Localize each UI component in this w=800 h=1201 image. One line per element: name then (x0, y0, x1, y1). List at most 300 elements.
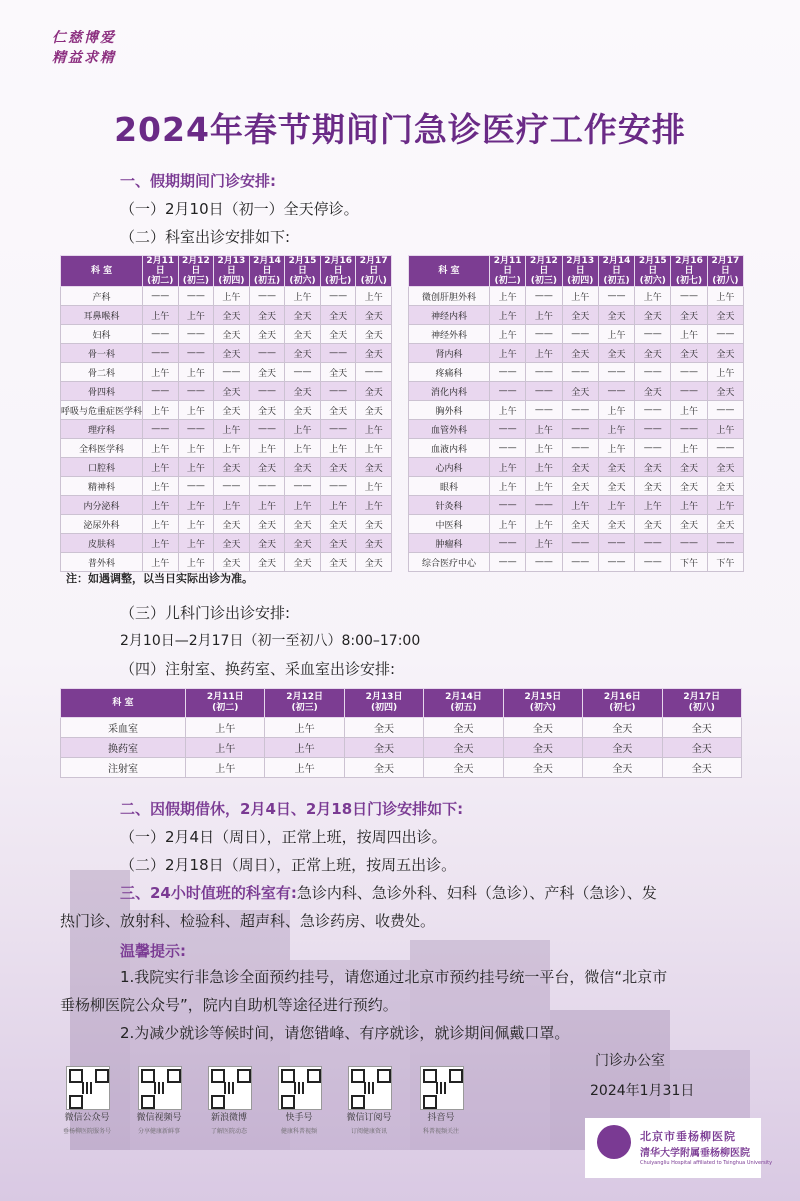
schedule-cell: 上午 (356, 287, 392, 306)
schedule-cell: 上午 (635, 496, 671, 515)
schedule-cell: 全天 (356, 325, 392, 344)
schedule-cell: 全天 (285, 458, 321, 477)
schedule-cell: 上午 (707, 363, 743, 382)
dept-name-cell: 中医科 (409, 515, 490, 534)
qr-code-icon (420, 1066, 464, 1110)
schedule-cell: 全天 (320, 553, 356, 572)
schedule-cell: 上午 (214, 439, 250, 458)
schedule-cell: 上午 (526, 477, 562, 496)
dept-header: 科 室 (61, 689, 186, 718)
schedule-cell: 全天 (356, 382, 392, 401)
schedule-cell: 全天 (214, 344, 250, 363)
dept-header: 科 室 (409, 256, 490, 287)
schedule-cell: 上午 (490, 344, 526, 363)
schedule-cell: —— (707, 401, 743, 420)
schedule-cell: 全天 (598, 458, 634, 477)
schedule-cell: —— (671, 534, 707, 553)
schedule-cell: —— (490, 382, 526, 401)
date-header: 2月17日 (初八) (662, 689, 741, 718)
schedule-cell: 上午 (562, 287, 598, 306)
schedule-cell: 上午 (671, 325, 707, 344)
schedule-cell: 上午 (143, 515, 179, 534)
schedule-cell: —— (671, 382, 707, 401)
schedule-cell: 上午 (178, 534, 214, 553)
table-row (409, 496, 744, 515)
schedule-cell: —— (178, 420, 214, 439)
section-2-item-2: （二）2月18日（周日），正常上班，按周五出诊。 (120, 856, 457, 874)
tips-heading: 温馨提示: (120, 942, 186, 960)
schedule-cell: 上午 (562, 496, 598, 515)
section-3-heading: 三、24小时值班的科室有: (120, 884, 297, 902)
motto-line-1: 仁慈博爱 (52, 30, 116, 46)
schedule-cell: 全天 (503, 718, 582, 738)
table-row (61, 553, 392, 572)
hospital-name-english: Chuiyangliu Hospital affiliated to Tsinghua University (640, 1160, 773, 1166)
tip-2: 2.为减少就诊等候时间，请您错峰、有序就诊，就诊期间佩戴口罩。 (120, 1024, 570, 1042)
schedule-cell: —— (598, 363, 634, 382)
table-row (409, 401, 744, 420)
schedule-cell: 上午 (526, 306, 562, 325)
schedule-cell: 全天 (635, 306, 671, 325)
schedule-cell: 上午 (214, 287, 250, 306)
schedule-cell: 上午 (249, 496, 285, 515)
schedule-cell: 上午 (356, 496, 392, 515)
schedule-cell: —— (143, 382, 179, 401)
dept-name-cell: 骨二科 (61, 363, 143, 382)
schedule-cell: 全天 (320, 363, 356, 382)
schedule-cell: —— (635, 401, 671, 420)
schedule-cell: 全天 (662, 758, 741, 778)
schedule-cell: 全天 (249, 325, 285, 344)
page-title: 2024年春节期间门急诊医疗工作安排 (114, 110, 686, 149)
schedule-cell: 全天 (562, 306, 598, 325)
section-2-item-1: （一）2月4日（周日），正常上班，按周四出诊。 (120, 828, 447, 846)
dept-name-cell: 产科 (61, 287, 143, 306)
schedule-cell: 上午 (265, 738, 344, 758)
schedule-cell: —— (320, 477, 356, 496)
section-1-item-4: （四）注射室、换药室、采血室出诊安排: (120, 660, 396, 678)
schedule-note: 注：如遇调整，以当日实际出诊为准。 (66, 572, 253, 585)
injection-room-table (60, 688, 742, 778)
schedule-cell: —— (562, 420, 598, 439)
schedule-cell: 全天 (320, 515, 356, 534)
schedule-cell: 上午 (526, 344, 562, 363)
date-header: 2月12日 (初三) (178, 256, 214, 287)
section-3-text-2: 热门诊、放射科、检验科、超声科、急诊药房、收费处。 (60, 912, 436, 930)
schedule-cell: —— (178, 344, 214, 363)
schedule-cell: —— (671, 420, 707, 439)
dept-name-cell: 口腔科 (61, 458, 143, 477)
schedule-cell: 全天 (344, 758, 423, 778)
schedule-cell: 全天 (214, 306, 250, 325)
schedule-cell: 上午 (178, 306, 214, 325)
schedule-cell: —— (562, 325, 598, 344)
schedule-cell: 全天 (344, 738, 423, 758)
schedule-cell: —— (598, 553, 634, 572)
schedule-cell: 全天 (562, 477, 598, 496)
table-row (61, 534, 392, 553)
qr-code-icon (66, 1066, 110, 1110)
schedule-cell: 上午 (490, 401, 526, 420)
schedule-cell: 上午 (285, 496, 321, 515)
date-header: 2月13日 (初四) (562, 256, 598, 287)
schedule-cell: —— (143, 420, 179, 439)
schedule-cell: —— (562, 553, 598, 572)
table-row (61, 718, 742, 738)
qr-sublabel: 垂杨柳医院服务号 (62, 1128, 111, 1135)
schedule-cell: 全天 (285, 325, 321, 344)
schedule-cell: 全天 (285, 553, 321, 572)
schedule-cell: 全天 (707, 515, 743, 534)
schedule-cell: —— (490, 420, 526, 439)
schedule-cell: 上午 (320, 439, 356, 458)
schedule-cell: —— (526, 287, 562, 306)
date-header: 2月16日 (初七) (583, 689, 662, 718)
schedule-cell: 全天 (671, 477, 707, 496)
schedule-cell: 上午 (186, 718, 265, 738)
schedule-cell: —— (249, 477, 285, 496)
pediatrics-hours: 2月10日—2月17日（初一至初八）8:00–17:00 (120, 633, 421, 649)
schedule-cell: —— (285, 363, 321, 382)
dept-name-cell: 理疗科 (61, 420, 143, 439)
dept-name-cell: 微创肝胆外科 (409, 287, 490, 306)
schedule-cell: 上午 (214, 496, 250, 515)
schedule-cell: 全天 (562, 515, 598, 534)
date-header: 2月14日 (初五) (424, 689, 503, 718)
schedule-cell: 上午 (143, 534, 179, 553)
schedule-cell: 全天 (598, 306, 634, 325)
schedule-cell: 全天 (635, 477, 671, 496)
schedule-cell: 全天 (707, 344, 743, 363)
schedule-cell: —— (635, 363, 671, 382)
qr-sublabel: 科普视频关注 (422, 1128, 459, 1135)
motto (52, 28, 116, 68)
schedule-cell: 全天 (214, 382, 250, 401)
schedule-cell: 上午 (249, 439, 285, 458)
schedule-cell: 上午 (707, 287, 743, 306)
schedule-cell: 上午 (598, 401, 634, 420)
schedule-cell: 全天 (320, 458, 356, 477)
schedule-cell: 上午 (671, 401, 707, 420)
schedule-cell: 上午 (635, 287, 671, 306)
table-row (409, 439, 744, 458)
schedule-cell: 上午 (598, 439, 634, 458)
schedule-cell: 下午 (707, 553, 743, 572)
issuer-office: 门诊办公室 (595, 1053, 665, 1069)
dept-name-cell: 普外科 (61, 553, 143, 572)
dept-name-cell: 肾内科 (409, 344, 490, 363)
section-3 (120, 882, 657, 903)
table-row (61, 401, 392, 420)
schedule-cell: —— (178, 382, 214, 401)
dept-name-cell: 神经内科 (409, 306, 490, 325)
dept-name-cell: 内分泌科 (61, 496, 143, 515)
schedule-cell: 全天 (320, 401, 356, 420)
dept-name-cell: 综合医疗中心 (409, 553, 490, 572)
schedule-cell: 全天 (662, 738, 741, 758)
section-3-text-1: 急诊内科、急诊外科、妇科（急诊）、产科（急诊）、发 (296, 884, 657, 902)
schedule-cell: 全天 (249, 458, 285, 477)
table-row (61, 420, 392, 439)
schedule-cell: 全天 (356, 515, 392, 534)
table-row (61, 287, 392, 306)
schedule-cell: 上午 (178, 363, 214, 382)
schedule-cell: 全天 (249, 401, 285, 420)
schedule-cell: —— (178, 325, 214, 344)
schedule-cell: —— (526, 553, 562, 572)
table-row (409, 458, 744, 477)
schedule-cell: 全天 (285, 515, 321, 534)
dept-name-cell: 注射室 (61, 758, 186, 778)
schedule-cell: 上午 (265, 758, 344, 778)
schedule-cell: —— (490, 363, 526, 382)
section-1-item-1: （一）2月10日（初一）全天停诊。 (120, 200, 359, 218)
table-row (409, 306, 744, 325)
schedule-cell: —— (526, 496, 562, 515)
schedule-cell: 全天 (503, 758, 582, 778)
dept-name-cell: 呼吸与危重症医学科 (61, 401, 143, 420)
table-row (409, 363, 744, 382)
schedule-cell: 全天 (671, 458, 707, 477)
schedule-cell: 全天 (249, 363, 285, 382)
schedule-cell: 上午 (490, 306, 526, 325)
schedule-cell: 全天 (249, 515, 285, 534)
dept-header: 科 室 (61, 256, 143, 287)
schedule-cell: 全天 (583, 718, 662, 738)
qr-label: 抖音号 (427, 1113, 455, 1123)
section-1-item-2: （二）科室出诊安排如下: (120, 228, 291, 246)
schedule-table-left (60, 255, 392, 572)
dept-name-cell: 妇科 (61, 325, 143, 344)
schedule-cell: 全天 (214, 534, 250, 553)
schedule-cell: 上午 (285, 420, 321, 439)
schedule-cell: —— (490, 496, 526, 515)
schedule-cell: 全天 (214, 458, 250, 477)
table-row (61, 363, 392, 382)
schedule-cell: 上午 (265, 718, 344, 738)
schedule-cell: —— (178, 287, 214, 306)
schedule-cell: —— (707, 534, 743, 553)
qr-sublabel: 健康科普视频 (280, 1128, 317, 1135)
schedule-cell: —— (285, 477, 321, 496)
schedule-cell: 上午 (143, 363, 179, 382)
schedule-cell: —— (671, 363, 707, 382)
schedule-cell: —— (562, 439, 598, 458)
table-row (409, 325, 744, 344)
schedule-cell: 全天 (635, 458, 671, 477)
issue-date: 2024年1月31日 (590, 1083, 695, 1099)
schedule-cell: —— (526, 401, 562, 420)
motto-line-2: 精益求精 (52, 50, 116, 66)
schedule-cell: 全天 (598, 515, 634, 534)
schedule-cell: 全天 (285, 344, 321, 363)
schedule-cell: 上午 (490, 458, 526, 477)
schedule-cell: 上午 (671, 496, 707, 515)
schedule-cell: 全天 (424, 758, 503, 778)
schedule-cell: 上午 (178, 553, 214, 572)
qr-label: 微信公众号 (64, 1113, 110, 1123)
schedule-cell: 全天 (671, 306, 707, 325)
schedule-cell: 全天 (214, 401, 250, 420)
schedule-cell: —— (490, 553, 526, 572)
schedule-cell: 上午 (285, 439, 321, 458)
schedule-cell: —— (249, 420, 285, 439)
schedule-cell: —— (320, 382, 356, 401)
schedule-cell: —— (635, 439, 671, 458)
table-row (61, 496, 392, 515)
dept-name-cell: 疼痛科 (409, 363, 490, 382)
schedule-cell: 全天 (214, 553, 250, 572)
schedule-cell: —— (671, 287, 707, 306)
qr-label: 微信视频号 (136, 1113, 182, 1123)
date-header: 2月15日 (初六) (285, 256, 321, 287)
schedule-cell: 全天 (562, 382, 598, 401)
schedule-cell: 上午 (671, 439, 707, 458)
schedule-cell: —— (562, 363, 598, 382)
schedule-cell: 全天 (356, 553, 392, 572)
schedule-cell: 全天 (707, 477, 743, 496)
schedule-cell: —— (178, 477, 214, 496)
dept-name-cell: 神经外科 (409, 325, 490, 344)
schedule-cell: —— (249, 344, 285, 363)
schedule-cell: 全天 (356, 344, 392, 363)
schedule-cell: 上午 (707, 420, 743, 439)
qr-code-icon (278, 1066, 322, 1110)
schedule-cell: 上午 (526, 458, 562, 477)
schedule-cell: —— (143, 344, 179, 363)
section-1-heading: 一、假期期间门诊安排: (120, 172, 276, 190)
qr-sublabel: 分享健康新鲜事 (137, 1128, 180, 1135)
schedule-cell: 上午 (214, 420, 250, 439)
schedule-cell: 上午 (526, 515, 562, 534)
schedule-cell: 全天 (285, 534, 321, 553)
qr-sublabel: 订阅健康资讯 (350, 1128, 387, 1135)
schedule-cell: —— (526, 325, 562, 344)
schedule-cell: 上午 (178, 458, 214, 477)
schedule-cell: 全天 (249, 534, 285, 553)
dept-name-cell: 心内科 (409, 458, 490, 477)
dept-name-cell: 消化内科 (409, 382, 490, 401)
schedule-cell: 全天 (635, 382, 671, 401)
table-row (409, 382, 744, 401)
schedule-cell: 全天 (249, 306, 285, 325)
table-row (61, 344, 392, 363)
dept-name-cell: 骨一科 (61, 344, 143, 363)
schedule-table-right (408, 255, 744, 572)
schedule-cell: —— (490, 439, 526, 458)
dept-name-cell: 胸外科 (409, 401, 490, 420)
schedule-cell: 全天 (356, 458, 392, 477)
schedule-cell: 上午 (490, 287, 526, 306)
schedule-cell: —— (635, 534, 671, 553)
schedule-cell: —— (598, 287, 634, 306)
schedule-cell: —— (249, 382, 285, 401)
date-header: 2月12日 (初三) (265, 689, 344, 718)
dept-name-cell: 采血室 (61, 718, 186, 738)
schedule-cell: 下午 (671, 553, 707, 572)
schedule-cell: —— (562, 534, 598, 553)
table-row (409, 534, 744, 553)
schedule-cell: 全天 (356, 401, 392, 420)
table-row (61, 382, 392, 401)
schedule-cell: 全天 (320, 306, 356, 325)
schedule-cell: —— (249, 287, 285, 306)
schedule-cell: 全天 (707, 382, 743, 401)
schedule-cell: 上午 (285, 287, 321, 306)
schedule-cell: 全天 (671, 515, 707, 534)
schedule-cell: 上午 (178, 401, 214, 420)
table-row (409, 287, 744, 306)
schedule-cell: —— (214, 477, 250, 496)
hospital-logo-icon (597, 1125, 631, 1159)
qr-code-icon (348, 1066, 392, 1110)
schedule-cell: —— (214, 363, 250, 382)
dept-name-cell: 皮肤科 (61, 534, 143, 553)
date-header: 2月17日 (初八) (356, 256, 392, 287)
schedule-cell: 全天 (598, 344, 634, 363)
date-header: 2月11日 (初二) (143, 256, 179, 287)
date-header: 2月13日 (初四) (214, 256, 250, 287)
schedule-cell: 全天 (583, 758, 662, 778)
table-row (61, 458, 392, 477)
section-2-heading: 二、因假期借休，2月4日、2月18日门诊安排如下: (120, 800, 464, 818)
tip-1-line-1: 1.我院实行非急诊全面预约挂号，请您通过北京市预约挂号统一平台，微信“北京市 (120, 968, 668, 986)
schedule-cell: 全天 (424, 738, 503, 758)
schedule-cell: 全天 (424, 718, 503, 738)
schedule-cell: 上午 (356, 477, 392, 496)
schedule-cell: 全天 (320, 325, 356, 344)
schedule-cell: —— (143, 325, 179, 344)
schedule-cell: 上午 (490, 515, 526, 534)
schedule-cell: 全天 (503, 738, 582, 758)
schedule-cell: —— (526, 363, 562, 382)
schedule-cell: 上午 (143, 496, 179, 515)
schedule-cell: 上午 (320, 496, 356, 515)
schedule-cell: 全天 (662, 718, 741, 738)
schedule-cell: 上午 (707, 496, 743, 515)
schedule-cell: —— (635, 420, 671, 439)
table-row (409, 553, 744, 572)
date-header: 2月13日 (初四) (344, 689, 423, 718)
dept-name-cell: 血液内科 (409, 439, 490, 458)
dept-name-cell: 针灸科 (409, 496, 490, 515)
schedule-cell: 上午 (490, 477, 526, 496)
qr-code-icon (208, 1066, 252, 1110)
schedule-cell: 上午 (526, 534, 562, 553)
schedule-cell: —— (635, 325, 671, 344)
table-row (409, 515, 744, 534)
section-1-item-3: （三）儿科门诊出诊安排: (120, 604, 291, 622)
table-row (61, 738, 742, 758)
schedule-cell: 上午 (178, 496, 214, 515)
table-row (61, 515, 392, 534)
qr-label: 快手号 (285, 1113, 313, 1123)
date-header: 2月16日 (初七) (671, 256, 707, 287)
schedule-cell: 全天 (214, 515, 250, 534)
schedule-cell: 全天 (285, 382, 321, 401)
table-row (61, 325, 392, 344)
dept-name-cell: 全科医学科 (61, 439, 143, 458)
schedule-cell: 上午 (178, 515, 214, 534)
schedule-cell: 上午 (490, 325, 526, 344)
table-row (409, 477, 744, 496)
schedule-cell: —— (598, 534, 634, 553)
schedule-cell: 全天 (356, 534, 392, 553)
schedule-cell: 上午 (526, 439, 562, 458)
date-header: 2月14日 (初五) (249, 256, 285, 287)
date-header: 2月16日 (初七) (320, 256, 356, 287)
schedule-cell: —— (562, 401, 598, 420)
